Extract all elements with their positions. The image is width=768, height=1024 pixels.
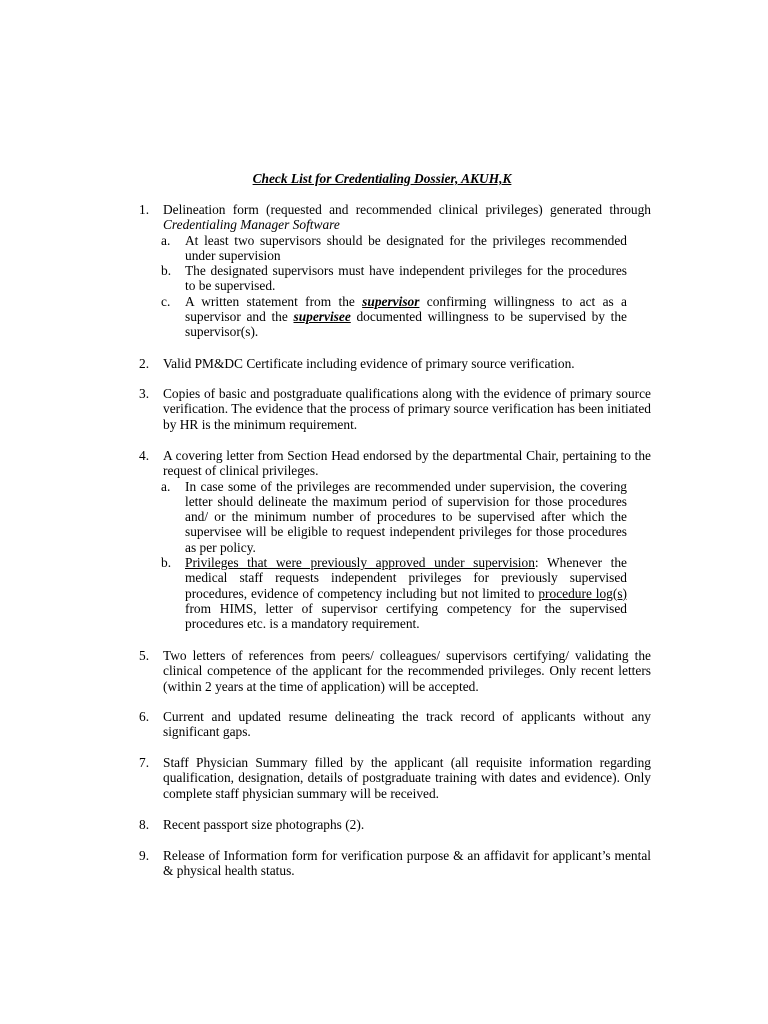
sub-item-1c <box>161 293 627 340</box>
item-text: Delineation form (requested and recommended clinical privileges) generated through Credentialing Manager Software <box>163 202 651 233</box>
checklist-item-9 <box>139 848 651 879</box>
sub-item-text: In case some of the privileges are recommended under supervision, the covering letter should delineate the maximum period of supervision for those procedures and/ or the minimum number of procedures to be supervised after which the supervisee will be eligible to request independent privileges for those procedures as per policy. <box>185 478 627 555</box>
checklist-item-4 <box>139 448 651 632</box>
sub-item-text: Privileges that were previously approved under supervision: Whenever the medical staff requests independent privileges for previously supervised procedures, evidence of competency including but not limited to procedure log(s) from HIMS, letter of supervisor certifying competency for the supervised procedures etc. is a mandatory requirement. <box>185 555 627 632</box>
sub-item-letter: c. <box>161 293 171 309</box>
checklist-item-2 <box>139 356 651 371</box>
item-number: 3. <box>139 386 150 401</box>
document-title: Check List for Credentialing Dossier, AKUH,K <box>252 171 512 186</box>
sub-item-letter: b. <box>161 263 172 279</box>
sub-item-4b <box>161 555 627 632</box>
item-text: Release of Information form for verification purpose & an affidavit for applicant’s mental & physical health status. <box>163 848 651 879</box>
sub-item-text: At least two supervisors should be designated for the privileges recommended under supervision <box>185 232 627 263</box>
underlined-procedure-logs: procedure log(s) <box>538 585 627 601</box>
checklist-item-5 <box>139 648 651 694</box>
item-text: Copies of basic and postgraduate qualifications along with the evidence of primary source verification. The evidence that the process of primary source verification has been initiated by HR is the minimum requirement. <box>163 386 651 432</box>
emphasis-supervisee: supervisee <box>293 309 351 325</box>
item-number: 8. <box>139 817 150 832</box>
item-number: 9. <box>139 848 150 863</box>
item-number: 5. <box>139 648 150 663</box>
sub-item-letter: a. <box>161 232 171 248</box>
item-number: 7. <box>139 755 150 770</box>
item-text: Valid PM&DC Certificate including evidence of primary source verification. <box>163 356 575 371</box>
item-number: 1. <box>139 202 150 217</box>
checklist-item-3 <box>139 386 651 432</box>
checklist-item-7 <box>139 755 651 801</box>
item-number: 2. <box>139 356 150 371</box>
sub-item-4a <box>161 478 627 555</box>
sub-item-1a <box>161 232 627 264</box>
item-text: Staff Physician Summary filled by the applicant (all requisite information regarding qualification, designation, details of postgraduate training with dates and evidence). Only complete staff physician summary will be received. <box>163 755 651 801</box>
sub-item-letter: b. <box>161 555 172 571</box>
item-number: 4. <box>139 448 150 463</box>
checklist-item-8 <box>139 817 651 832</box>
item-text: A covering letter from Section Head endorsed by the departmental Chair, pertaining to the request of clinical privileges. <box>163 448 651 479</box>
item-text: Recent passport size photographs (2). <box>163 817 365 832</box>
sub-item-letter: a. <box>161 478 171 494</box>
sub-item-1b <box>161 263 627 294</box>
item-number: 6. <box>139 709 150 724</box>
emphasis-supervisor: supervisor <box>362 293 420 309</box>
checklist-item-1 <box>139 202 651 340</box>
item-text: Two letters of references from peers/ colleagues/ supervisors certifying/ validating the clinical competence of the applicant for the recommended privileges. Only recent letters (within 2 years at the time of application) will be accepted. <box>163 648 651 694</box>
sub-item-text: The designated supervisors must have independent privileges for the procedures to be supervised. <box>185 263 627 294</box>
sub-item-text: A written statement from the supervisor confirming willingness to act as a supervisor and the supervisee documented willingness to be supervised by the supervisor(s). <box>185 293 627 340</box>
item-text: Current and updated resume delineating the track record of applicants without any significant gaps. <box>163 709 651 740</box>
underlined-heading: Privileges that were previously approved under supervision <box>185 555 535 571</box>
checklist-item-6 <box>139 709 651 740</box>
